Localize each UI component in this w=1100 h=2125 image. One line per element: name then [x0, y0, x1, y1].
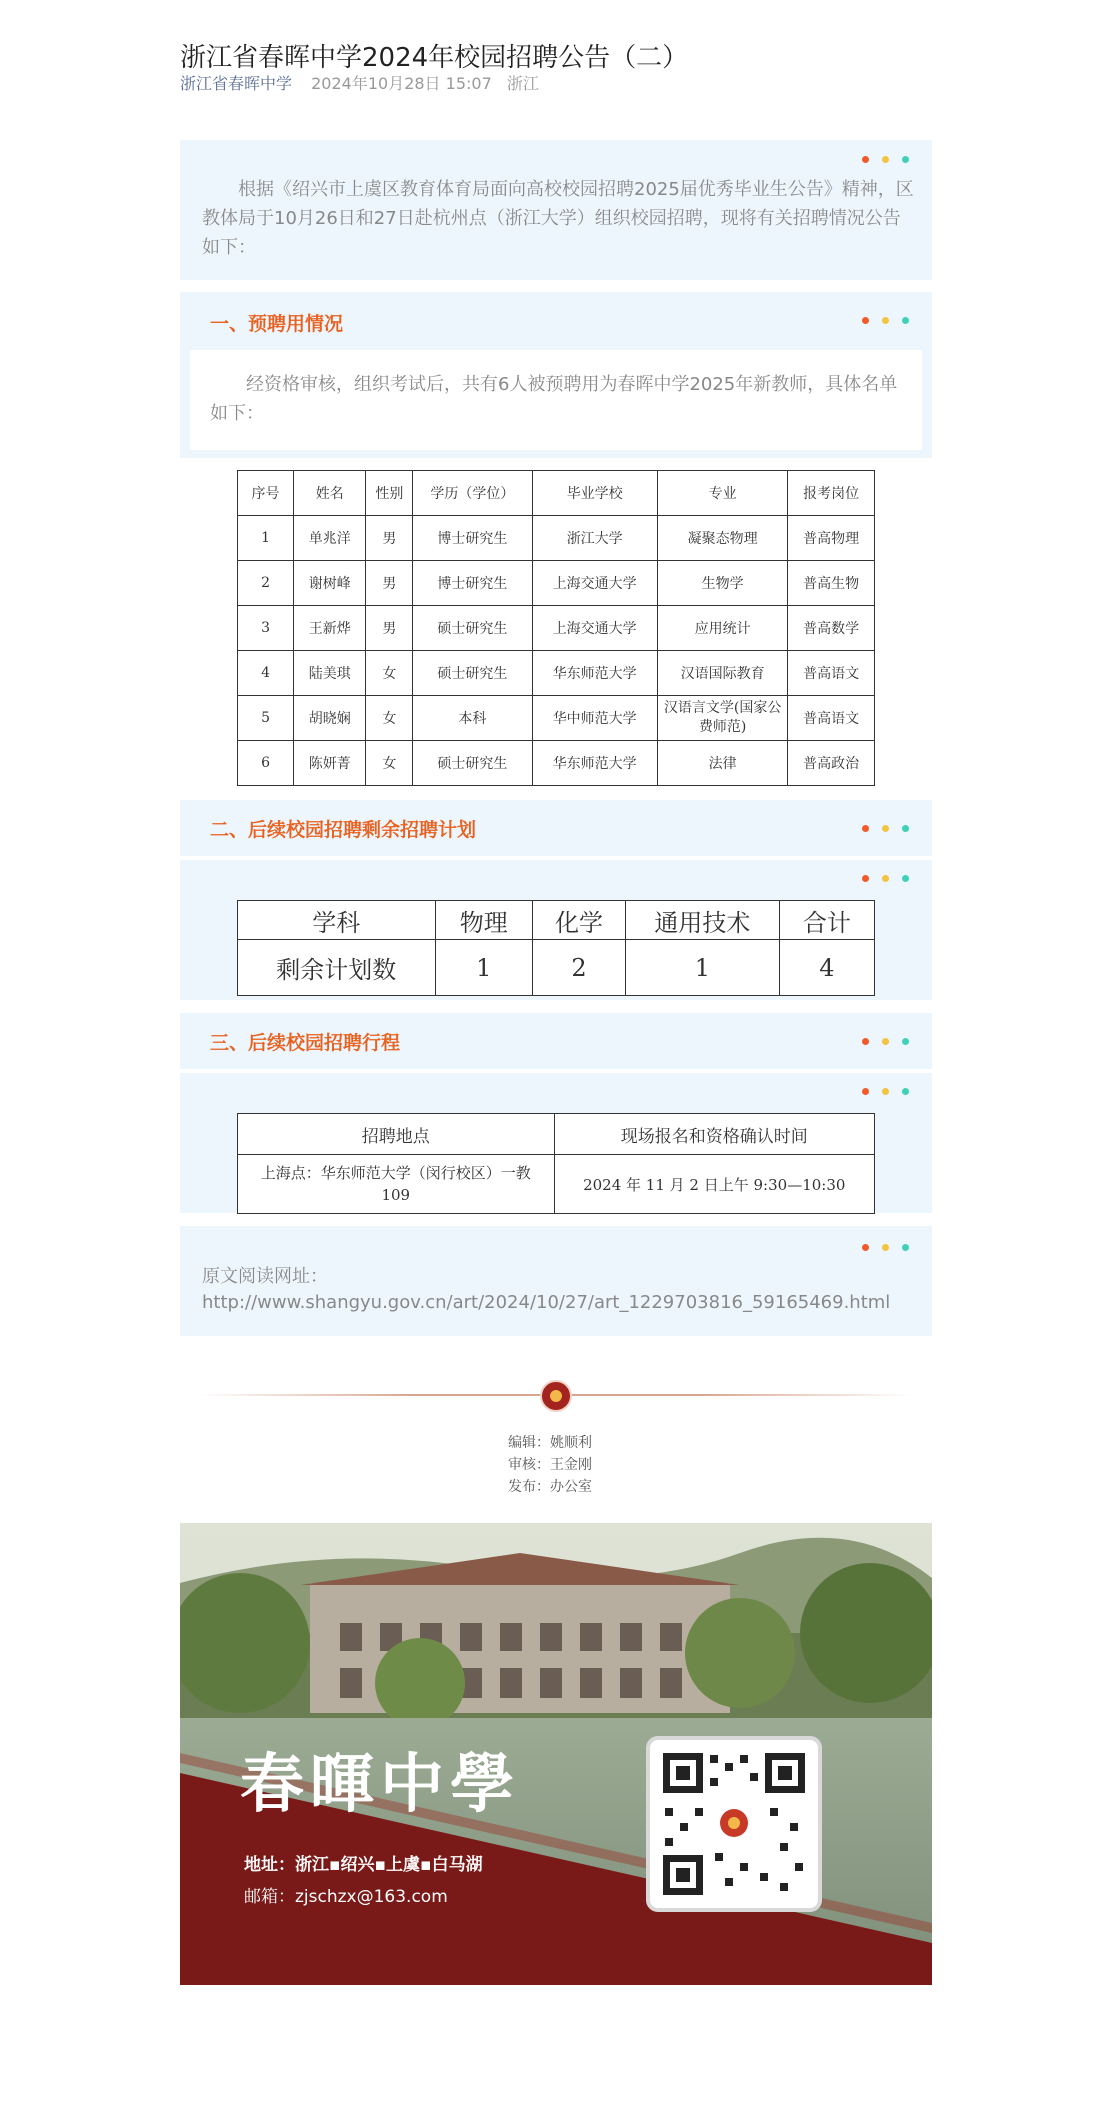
article-meta — [180, 71, 549, 94]
table-header-cell: 招聘地点 — [238, 1114, 555, 1155]
section1-heading: 一、预聘用情况 — [210, 313, 344, 335]
table-header-row — [238, 1114, 875, 1155]
table-row — [238, 516, 875, 561]
table-cell: 2 — [238, 561, 294, 606]
table-cell: 女 — [366, 741, 413, 786]
table-cell: 华中师范大学 — [532, 696, 657, 741]
table-cell: 普高政治 — [788, 741, 875, 786]
source-label: 原文阅读网址： — [202, 1266, 328, 1287]
publish-date: 2024年10月28日 15:07 — [311, 74, 492, 93]
table-header-cell: 合计 — [779, 901, 874, 940]
table-header-row — [238, 471, 875, 516]
table-cell: 法律 — [657, 741, 787, 786]
table-row — [238, 1155, 875, 1214]
table-header-cell: 学历（学位） — [413, 471, 532, 516]
table-cell: 6 — [238, 741, 294, 786]
article-title: 浙江省春晖中学2024年校园招聘公告（二） — [180, 43, 689, 74]
decorative-dots — [862, 1088, 912, 1096]
credit-publisher: 发布：办公室 — [508, 1479, 592, 1495]
table-cell: 女 — [366, 696, 413, 741]
table-header-cell: 专业 — [657, 471, 787, 516]
publish-location: 浙江 — [506, 74, 539, 93]
table-cell: 应用统计 — [657, 606, 787, 651]
section3-header-box — [180, 1013, 932, 1069]
author-link[interactable]: 浙江省春晖中学 — [180, 74, 293, 93]
intro-box — [180, 140, 932, 280]
table-cell: 本科 — [413, 696, 532, 741]
table-header-cell: 毕业学校 — [532, 471, 657, 516]
table-cell: 上海点：华东师范大学（闵行校区）一教109 — [238, 1155, 555, 1214]
table-header-cell: 现场报名和资格确认时间 — [554, 1114, 874, 1155]
source-url-link[interactable]: http://www.shangyu.gov.cn/art/2024/10/27/art_1229703816_59165469.html — [202, 1292, 891, 1313]
table-cell: 普高物理 — [788, 516, 875, 561]
table-cell: 1 — [626, 940, 779, 996]
table-row — [238, 741, 875, 786]
table-cell: 陈妍菁 — [294, 741, 366, 786]
plan-table — [237, 900, 875, 996]
table-cell: 硕士研究生 — [413, 606, 532, 651]
credit-reviewer: 审核：王金刚 — [508, 1457, 592, 1473]
table-cell: 汉语言文学(国家公费师范) — [657, 696, 787, 741]
section3-heading: 三、后续校园招聘行程 — [210, 1032, 401, 1054]
table-header-cell: 学科 — [238, 901, 436, 940]
table-row — [238, 696, 875, 741]
table-cell: 4 — [238, 651, 294, 696]
banner-school-name: 春暉中學 — [240, 1747, 520, 1822]
decorative-dots — [862, 825, 912, 833]
banner-address: 地址：浙江▪绍兴▪上虞▪白马湖 — [244, 1855, 483, 1875]
table-cell: 普高语文 — [788, 696, 875, 741]
section1-text-panel — [190, 350, 922, 450]
table-cell: 生物学 — [657, 561, 787, 606]
section2-header-box — [180, 800, 932, 856]
table-cell: 陆美琪 — [294, 651, 366, 696]
school-logo-icon — [540, 1380, 572, 1412]
schedule-table — [237, 1113, 875, 1214]
table-cell: 胡晓娴 — [294, 696, 366, 741]
table-cell: 华东师范大学 — [532, 741, 657, 786]
decorative-dots — [862, 317, 912, 325]
table-cell: 硕士研究生 — [413, 741, 532, 786]
table-cell: 汉语国际教育 — [657, 651, 787, 696]
table-cell: 2 — [532, 940, 625, 996]
table-cell: 上海交通大学 — [532, 606, 657, 651]
table-row — [238, 651, 875, 696]
table-cell: 4 — [779, 940, 874, 996]
decorative-dots — [862, 156, 912, 164]
source-box — [180, 1226, 932, 1336]
credit-editor: 编辑：姚顺利 — [508, 1435, 592, 1451]
table-cell: 剩余计划数 — [238, 940, 436, 996]
table-cell: 男 — [366, 516, 413, 561]
table-header-cell: 性别 — [366, 471, 413, 516]
table-cell: 华东师范大学 — [532, 651, 657, 696]
table-cell: 谢树峰 — [294, 561, 366, 606]
school-banner — [180, 1523, 932, 1985]
table-cell: 上海交通大学 — [532, 561, 657, 606]
table-cell: 凝聚态物理 — [657, 516, 787, 561]
table-header-cell: 报考岗位 — [788, 471, 875, 516]
table-cell: 普高语文 — [788, 651, 875, 696]
table-header-row — [238, 901, 875, 940]
table-row — [238, 940, 875, 996]
table-cell: 男 — [366, 606, 413, 651]
table-header-cell: 姓名 — [294, 471, 366, 516]
hire-table — [237, 470, 875, 786]
banner-email: 邮箱：zjschzx@163.com — [244, 1887, 448, 1907]
table-cell: 3 — [238, 606, 294, 651]
table-cell: 浙江大学 — [532, 516, 657, 561]
section1-box — [180, 292, 932, 458]
table-cell: 普高生物 — [788, 561, 875, 606]
table-row — [238, 606, 875, 651]
table-header-cell: 序号 — [238, 471, 294, 516]
table-cell: 1 — [435, 940, 532, 996]
intro-paragraph: 根据《绍兴市上虞区教育体育局面向高校校园招聘2025届优秀毕业生公告》精神，区教体局于10月26日和27日赴杭州点（浙江大学）组织校园招聘，现将有关招聘情况公告如下： — [202, 179, 914, 258]
table-cell: 女 — [366, 651, 413, 696]
table-header-cell: 通用技术 — [626, 901, 779, 940]
decorative-dots — [862, 1038, 912, 1046]
table-row — [238, 561, 875, 606]
table-cell: 博士研究生 — [413, 561, 532, 606]
table-cell: 5 — [238, 696, 294, 741]
section1-paragraph: 经资格审核，组织考试后，共有6人被预聘用为春晖中学2025年新教师，具体名单如下： — [210, 374, 898, 424]
table-cell: 2024 年 11 月 2 日上午 9:30—10:30 — [554, 1155, 874, 1214]
table-cell: 博士研究生 — [413, 516, 532, 561]
table-cell: 普高数学 — [788, 606, 875, 651]
table-cell: 王新烨 — [294, 606, 366, 651]
decorative-dots — [862, 875, 912, 883]
table-header-cell: 化学 — [532, 901, 625, 940]
table-cell: 男 — [366, 561, 413, 606]
decorative-dots — [862, 1244, 912, 1252]
table-cell: 单兆洋 — [294, 516, 366, 561]
table-cell: 硕士研究生 — [413, 651, 532, 696]
table-header-cell: 物理 — [435, 901, 532, 940]
table-cell: 1 — [238, 516, 294, 561]
section2-heading: 二、后续校园招聘剩余招聘计划 — [210, 819, 477, 841]
